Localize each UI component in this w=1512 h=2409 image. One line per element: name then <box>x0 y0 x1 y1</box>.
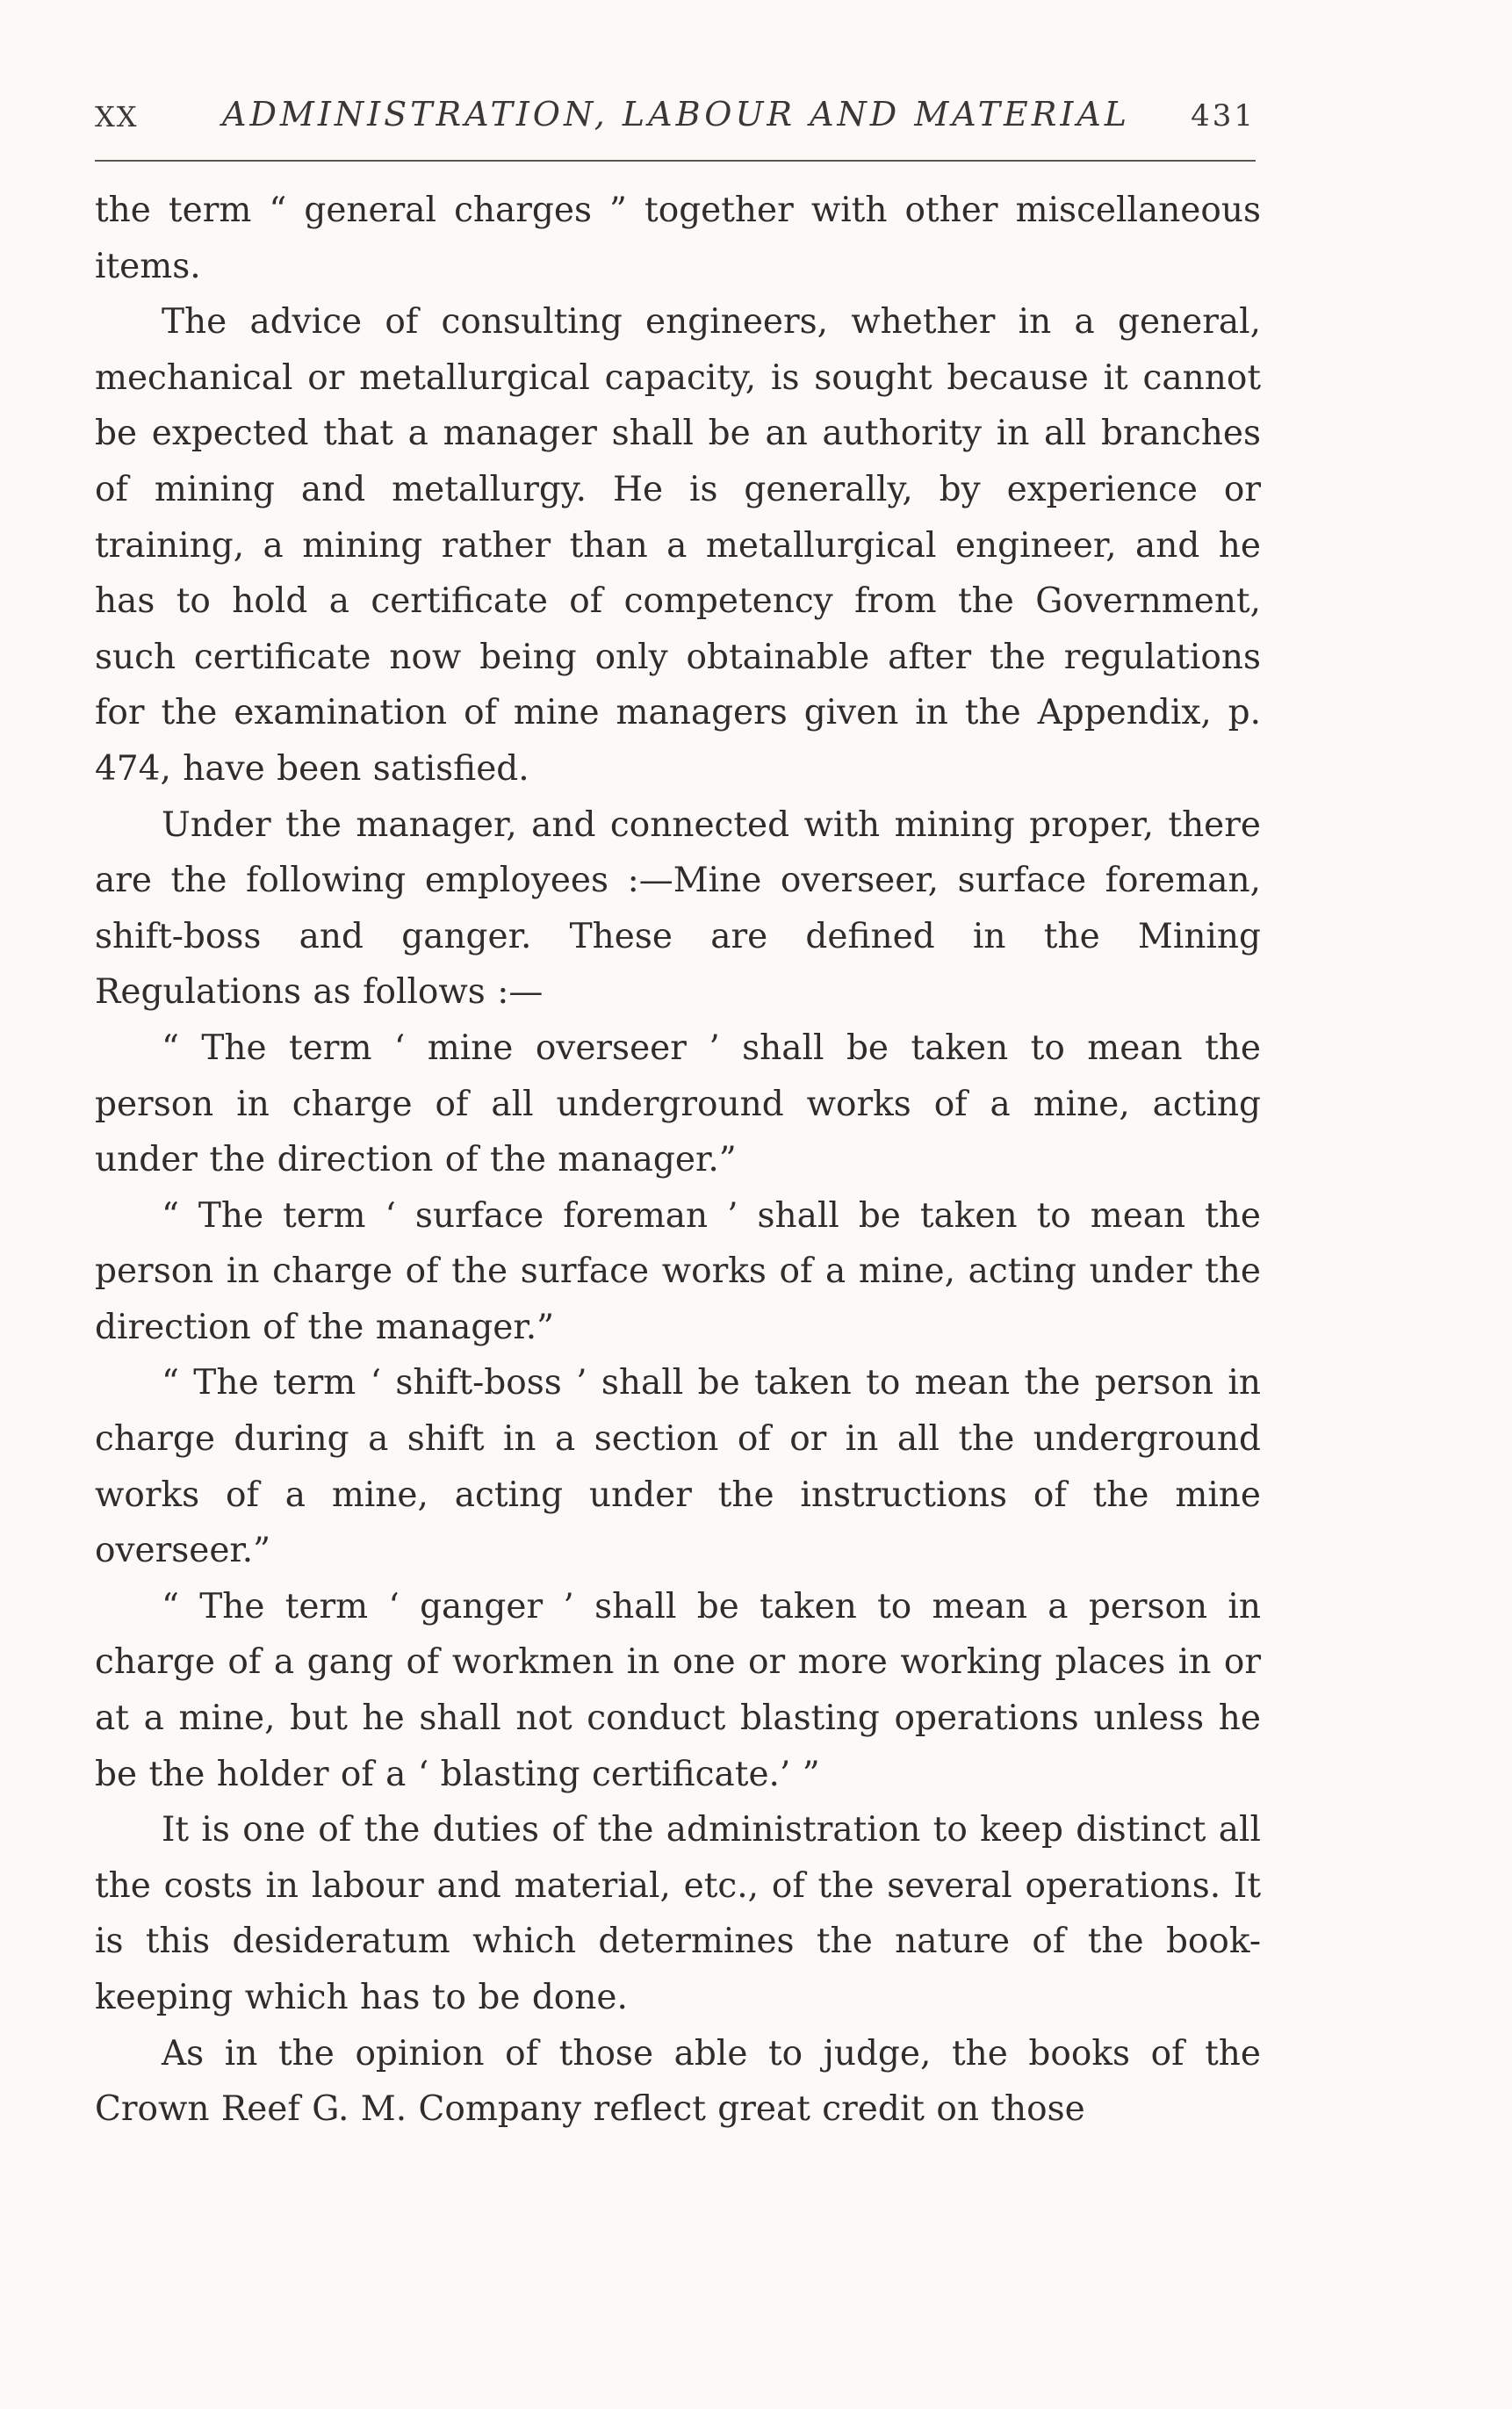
definition-surface-foreman: “ The term ‘ surface foreman ’ shall be taken to mean the person in charge of the surface works of a mine, acting under the direction of the manager.” <box>95 1195 1261 1347</box>
paragraph-employees: Under the manager, and connected with mining proper, there are the following employees :—Mine overseer, surface foreman, shift-boss and ganger. These are defined in the Mining Regulations as follows :— <box>95 804 1261 1013</box>
paragraph-book-keeping: As in the opinion of those able to judge, the books of the Crown Reef G. M. Company reflect great credit on those <box>95 2033 1261 2130</box>
body-text <box>95 183 1261 2138</box>
definition-shift-boss: “ The term ‘ shift-boss ’ shall be taken to mean the person in charge during a shift in a section of or in all the underground works of a mine, acting under the instructions of the mine overseer.” <box>95 1363 1261 1571</box>
chapter-number: XX <box>95 100 139 133</box>
paragraph-continuation: the term “ general charges ” together with other miscellaneous items. <box>95 191 1261 286</box>
page-number: 431 <box>1191 98 1256 133</box>
paragraph-administration-duties: It is one of the duties of the administration to keep distinct all the costs in labour and material, etc., of the several operations. It is this desideratum which determines the nature of the book-keeping which has to be done. <box>95 1810 1261 2017</box>
header-rule <box>95 160 1256 162</box>
paragraph-consulting-engineers: The advice of consulting engineers, whether in a general, mechanical or metallurgical capacity, is sought because it cannot be expected that a manager shall be an authority in all branches of mining and metallurgy. He is generally, by experience or training, a mining rather than a metallurgical engineer, and he has to hold a certificate of competency from the Government, such certificate now being only obtainable after the regulations for the examination of mine managers given in the Appendix, p. 474, have been satisfied. <box>95 302 1261 789</box>
running-head <box>95 95 1256 148</box>
definition-ganger: “ The term ‘ ganger ’ shall be taken to mean a person in charge of a gang of workmen in one or more working places in or at a mine, but he shall not conduct blasting operations unless he be the holder of a ‘ blasting certificate.’ ” <box>95 1586 1261 1794</box>
running-title: ADMINISTRATION, LABOUR AND MATERIAL <box>222 95 1131 133</box>
definition-mine-overseer: “ The term ‘ mine overseer ’ shall be taken to mean the person in charge of all underground works of a mine, acting under the direction of the manager.” <box>95 1028 1261 1180</box>
